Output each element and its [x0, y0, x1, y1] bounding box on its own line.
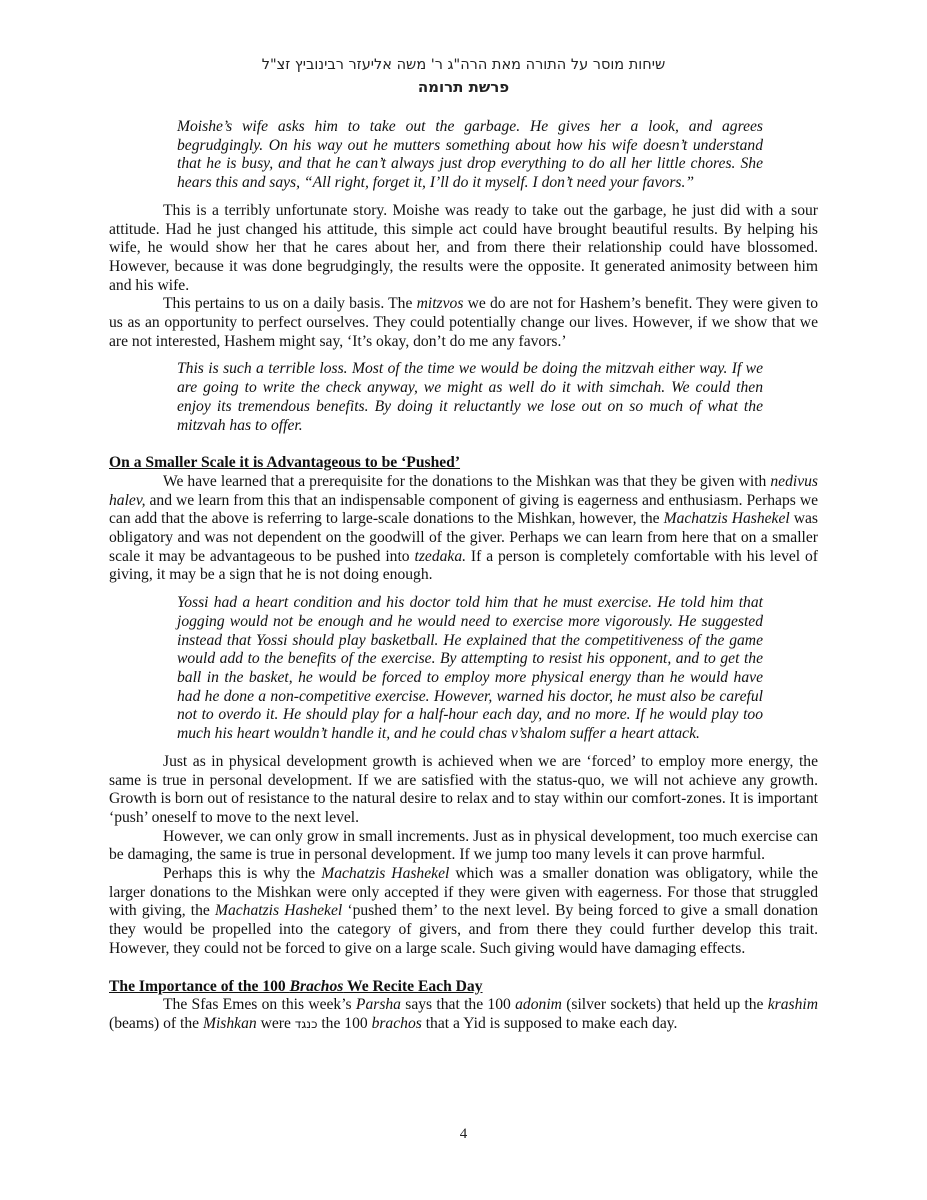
- quote-yossi-story: Yossi had a heart condition and his doctor told him that he must exercise. He told him that jogging would not be enough and he would need to exercise more vigorously. He suggested instead that Yossi should play basketball. He explained that the competitiveness of the game would add to the benefits of the exercise. By attempting to resist his opponent, and to get the ball in the basket, he would be forced to employ more physical energy than he would have had he done a non-competitive exercise. However, warned his doctor, he must also be careful not to overdo it. He should play for a half-hour each day, and no more. If he would play too much his heart wouldn’t handle it, and he could chas v’shalom suffer a heart attack.: [177, 594, 763, 743]
- text-run: (beams) of the: [109, 1014, 203, 1032]
- text-run: We Recite Each Day: [343, 977, 483, 995]
- paragraph-physical-development: Just as in physical development growth is achieved when we are ‘forced’ to employ more energy, the same is true in personal development. If we are satisfied with the status-quo, we will not achieve any growth. Growth is born out of resistance to the natural desire to relax and to stay within our comfort-zones. It is important ‘push’ oneself to move to the next level.: [109, 752, 818, 826]
- term-mishkan: Mishkan: [202, 1014, 257, 1032]
- paragraph-sfas-emes: [109, 996, 818, 1033]
- text-run: which was a smaller donation was obligatory, while the larger donations to the Mishkan were only accepted if they were given with eagerness. For those that struggled with giving, the: [109, 865, 818, 920]
- page-number: 4: [459, 1126, 468, 1142]
- term-machatzis-hashekel: Machatzis Hashekel: [663, 510, 790, 528]
- text-run: that a Yid is supposed to make each day.: [421, 1014, 678, 1032]
- paragraph-machatzis-hashekel: [109, 865, 818, 959]
- text-run: This pertains to us on a daily basis. The: [163, 295, 417, 313]
- term-brachos: brachos: [371, 1014, 422, 1032]
- hebrew-term-keneged: כנגד: [294, 1016, 318, 1031]
- term-adonim: adonim: [515, 996, 562, 1014]
- paragraph-small-increments: However, we can only grow in small increments. Just as in physical development, too much exercise can be damaging, the same is true in personal development. If we jump too many levels it can prove harmful.: [109, 827, 818, 864]
- text-run: were: [256, 1014, 295, 1032]
- text-run: (silver sockets) that held up the: [561, 996, 768, 1014]
- text-run: ‘pushed them’ to the next level. By being forced to give a small donation they would be propelled into the category of givers, and from there they could further develop this trait. However, they could not be forced to give on a large scale. Such giving would have damaging effects.: [109, 902, 818, 957]
- paragraph-unfortunate-story: This is a terribly unfortunate story. Moishe was ready to take out the garbage, he just did with a sour attitude. Had he just changed his attitude, this simple act could have brought beautiful results. By helping his wife, he would show her that he cares about her, and from there their relationship could have blossomed. However, because it was done begrudgingly, the results were the opposite. It generated animosity between him and his wife.: [109, 201, 818, 294]
- term-machatzis-hashekel: Machatzis Hashekel: [214, 902, 343, 920]
- paragraph-daily-basis: [109, 295, 818, 351]
- term-krashim: krashim: [767, 996, 819, 1014]
- text-run: The Sfas Emes on this week’s: [163, 996, 356, 1014]
- term-machatzis-hashekel: Machatzis Hashekel: [321, 865, 450, 883]
- section-heading-brachos: [109, 978, 818, 997]
- term-tzedaka: tzedaka.: [414, 547, 467, 565]
- page-header: [0, 54, 927, 98]
- text-run: If a person is completely comfortable with his level of giving, it may be a sign that he is not doing enough.: [109, 547, 818, 584]
- section-heading-pushed: On a Smaller Scale it is Advantageous to be ‘Pushed’: [109, 454, 461, 472]
- text-run: We have learned that a prerequisite for the donations to the Mishkan was that they be given with: [163, 472, 771, 490]
- text-run: and we learn from this that an indispensable component of giving is eagerness and enthusiasm. Perhaps we can add that the above is referring to large-scale donations to the Mishkan, however, the: [109, 491, 818, 528]
- quote-moishe-story: Moishe’s wife asks him to take out the garbage. He gives her a look, and agrees begrudgingly. On his way out he mutters something about how his wife doesn’t understand that he is busy, and that he can’t always just drop everything to do all her little chores. She hears this and says, “All right, forget it, I’ll do it myself. I don’t need your favors.”: [177, 118, 763, 192]
- quote-terrible-loss: This is such a terrible loss. Most of the time we would be doing the mitzvah either way. If we are going to write the check anyway, we might as well do it with simchah. We could then enjoy its tremendous benefits. By doing it reluctantly we lose out on so much of what the mitzvah has to offer.: [177, 360, 763, 434]
- text-run: says that the 100: [400, 996, 516, 1014]
- document-body: [109, 118, 818, 1034]
- term-nedivus-halev: nedivus halev,: [109, 472, 818, 509]
- text-run: we do are not for Hashem’s benefit. They were given to us as an opportunity to perfect ourselves. They could potentially change our lives. However, if we show that we are not interested, Hashem might say, ‘It’s okay, don’t do me any favors.’: [109, 295, 818, 350]
- term-parsha: Parsha: [355, 996, 401, 1014]
- text-run: Perhaps this is why the: [163, 865, 322, 883]
- header-parsha: פרשת תרומה: [417, 78, 510, 96]
- text-run: The Importance of the 100: [109, 977, 290, 995]
- paragraph-prerequisite: [109, 473, 818, 585]
- term-brachos: Brachos: [289, 977, 344, 995]
- text-run: was obligatory and was not dependent on the goodwill of the giver. Perhaps we can learn from here that on a smaller scale it may be advantageous to be pushed into: [109, 510, 818, 565]
- header-title: שיחות מוסר על התורה מאת הרה"ג ר' משה אליעזר רבינוביץ זצ"ל: [261, 57, 666, 73]
- text-run: the 100: [317, 1014, 372, 1032]
- term-mitzvos: mitzvos: [416, 295, 464, 313]
